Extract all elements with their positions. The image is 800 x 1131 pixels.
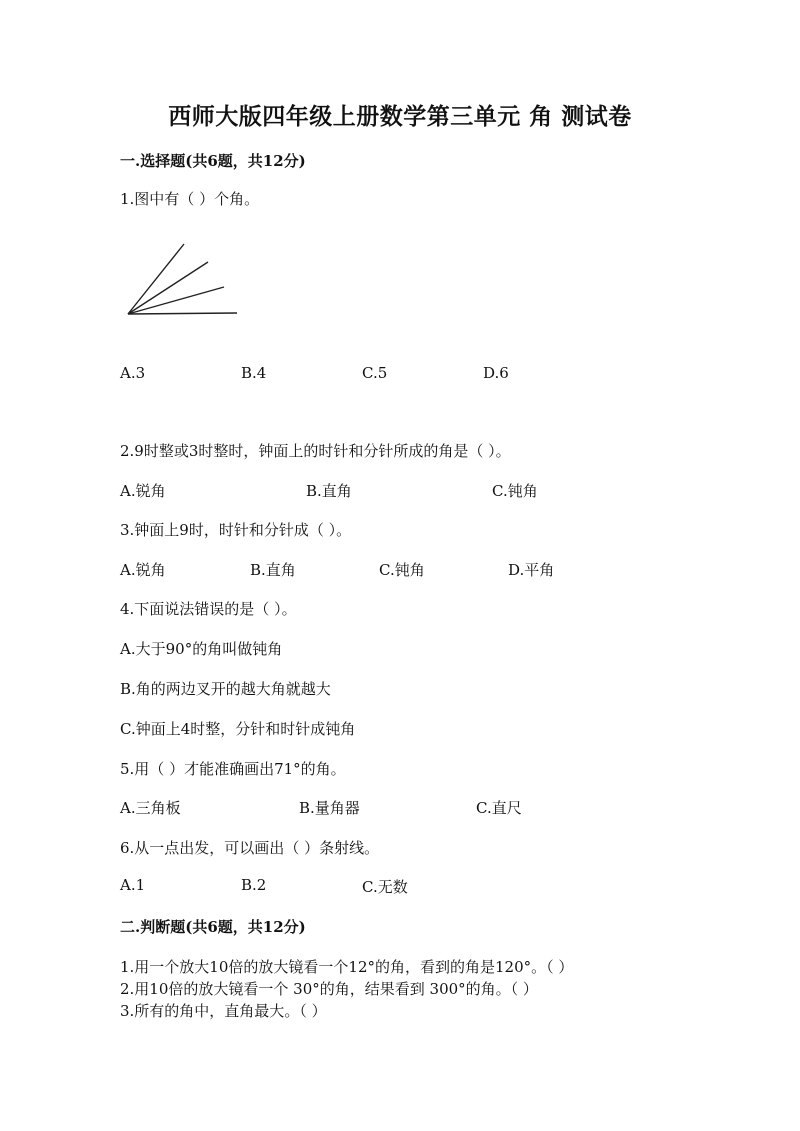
question-6: 6.从一点出发，可以画出（ ）条射线。: [120, 839, 380, 857]
q4-option-c: C.钟面上4时整，分针和时针成钝角: [120, 720, 356, 738]
q5-option-b: B.量角器: [299, 799, 360, 817]
q4-option-b: B.角的两边叉开的越大角就越大: [120, 680, 331, 698]
page-title: 西师大版四年级上册数学第三单元 角 测试卷: [168, 103, 632, 130]
q6-option-a: A.1: [120, 876, 146, 894]
q3-option-d: D.平角: [508, 561, 555, 579]
question-1: 1.图中有（ ）个角。: [120, 190, 260, 208]
q1-option-a: A.3: [120, 364, 146, 382]
q6-option-b: B.2: [241, 876, 267, 894]
q2-option-b: B.直角: [306, 482, 352, 500]
judge-question-2: 2.用10倍的放大镜看一个 30°的角，结果看到 300°的角。（ ）: [120, 980, 538, 998]
ray-2: [128, 262, 208, 314]
q5-option-a: A.三角板: [120, 799, 181, 817]
q3-option-b: B.直角: [250, 561, 296, 579]
q2-option-c: C.钝角: [492, 482, 538, 500]
angle-figure: [120, 236, 250, 326]
question-3: 3.钟面上9时，时针和分针成（ ）。: [120, 521, 352, 539]
q4-option-a: A.大于90°的角叫做钝角: [120, 640, 283, 658]
section-judge-title: 二.判断题(共6题，共12分): [120, 918, 306, 936]
section-choice-title: 一.选择题(共6题，共12分): [120, 152, 306, 170]
q3-option-c: C.钝角: [379, 561, 425, 579]
ray-1: [128, 244, 184, 314]
q3-option-a: A.锐角: [120, 561, 166, 579]
ray-3: [128, 287, 224, 314]
q1-option-b: B.4: [241, 364, 267, 382]
q6-option-c: C.无数: [362, 878, 408, 896]
judge-question-1: 1.用一个放大10倍的放大镜看一个12°的角，看到的角是120°。（ ）: [120, 958, 574, 976]
q1-option-d: D.6: [483, 364, 509, 382]
q1-option-c: C.5: [362, 364, 388, 382]
judge-question-3: 3.所有的角中，直角最大。（ ）: [120, 1002, 327, 1020]
q2-option-a: A.锐角: [120, 482, 166, 500]
q5-option-c: C.直尺: [476, 799, 522, 817]
question-4: 4.下面说法错误的是（ ）。: [120, 600, 297, 618]
ray-4: [128, 313, 237, 314]
question-5: 5.用（ ）才能准确画出71°的角。: [120, 760, 346, 778]
question-2: 2.9时整或3时整时，钟面上的时针和分针所成的角是（ ）。: [120, 442, 511, 460]
